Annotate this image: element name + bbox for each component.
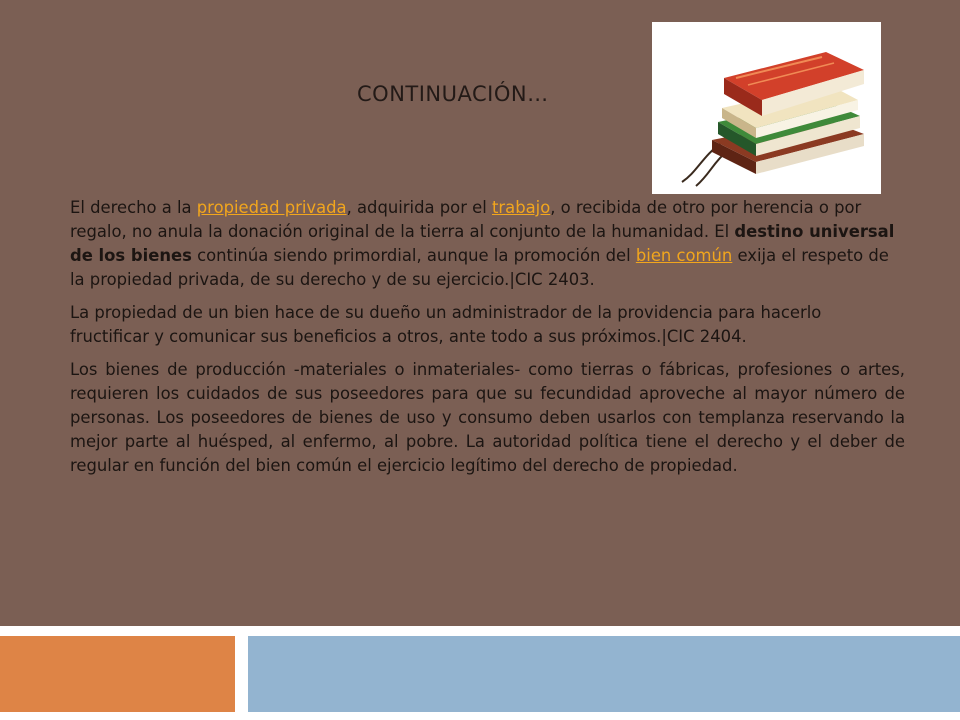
footer-blue-bar (248, 636, 960, 712)
text-segment: , o recibida de otro por herencia o por regalo, no anula la donación original de la tierra al conjunto de la humanidad. El (70, 198, 862, 241)
text-segment: continúa siendo primordial, aunque la promoción del (191, 246, 636, 265)
stacked-books-icon (652, 22, 881, 194)
link-trabajo[interactable]: trabajo (492, 198, 551, 217)
text-segment: , adquirida por el (346, 198, 492, 217)
text-segment: El derecho a la (70, 198, 197, 217)
slide-body (70, 196, 905, 487)
link-bien-comun[interactable]: bien común (635, 246, 733, 265)
text-segment: exija el respeto de la propiedad privada, de su derecho y de su ejercicio.|CIC 2403. (70, 246, 889, 289)
slide-title: CONTINUACIÓN… (357, 82, 549, 106)
paragraph-cic-2403 (70, 196, 905, 292)
link-propiedad-privada[interactable]: propiedad privada (196, 198, 347, 217)
books-image (652, 22, 881, 194)
bold-destino-universal: destino universal de los bienes (70, 222, 895, 265)
footer-orange-bar (0, 636, 235, 712)
paragraph-cic-2404: La propiedad de un bien hace de su dueño un administrador de la providencia para hacerlo fructificar y comunicar sus beneficios a otros, ante todo a sus próximos.|CIC 2404. (70, 303, 822, 346)
paragraph-bienes-produccion: Los bienes de producción -materiales o inmateriales- como tierras o fábricas, profesiones o artes, requieren los cuidados de sus poseedores para que su fecundidad aproveche al mayor número de personas. Los poseedores de bienes de uso y consumo deben usarlos con templanza reservando la mejor parte al huésped, al enfermo, al pobre. La autoridad política tiene el derecho y el deber de regular en función del bien común el ejercicio legítimo del derecho de propiedad. (70, 360, 905, 475)
